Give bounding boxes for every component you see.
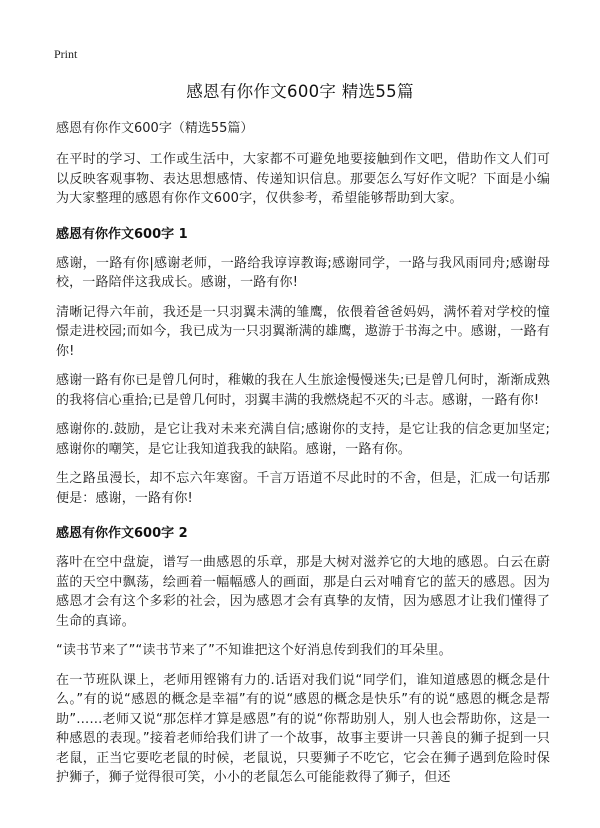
document-body: [56, 119, 550, 798]
document-subtitle: 感恩有你作文600字（精选55篇）: [56, 121, 254, 136]
essay-section-1: [56, 225, 550, 509]
section-paragraph: “读书节来了”“读书节来了”不知谁把这个好消息传到我们的耳朵里。: [56, 643, 452, 658]
section-paragraph: 感谢一路有你已是曾几何时，稚嫩的我在人生旅途慢慢迷失;已是曾几何时，渐渐成熟的我将信心重拾;已是曾几何时，羽翼丰满的我燃烧起不灭的斗志。感谢，一路有你!: [56, 373, 550, 408]
essay-section-2: [56, 524, 550, 788]
page-title: 感恩有你作文600字 精选55篇: [186, 82, 414, 101]
print-label[interactable]: Print: [54, 47, 78, 61]
section-paragraph: 在一节班队课上，老师用铿锵有力的.话语对我们说“同学们，谁知道感恩的概念是什么。”有的说“感恩的概念是幸福”有的说“感恩的概念是快乐”有的说“感恩的概念是帮助”……老师又说“那怎样才算是感恩”有的说“你帮助别人，别人也会帮助你，这是一种感恩的表现。”接着老师给我们讲了一个故事，故事主要讲一只善良的狮子捉到一只老鼠，正当它要吃老鼠的时候，老鼠说，只要狮子不吃它，它会在狮子遇到危险时保护狮子，狮子觉得很可笑，小小的老鼠怎么可能能救得了狮子，但还: [56, 672, 550, 785]
section-paragraph: 感谢，一路有你|感谢老师，一路给我谆谆教诲;感谢同学，一路与我风雨同舟;感谢母校，一路陪伴这我成长。感谢，一路有你!: [56, 255, 550, 290]
section-heading: 感恩有你作文600字 1: [56, 226, 188, 242]
intro-paragraph: 在平时的学习、工作或生活中，大家都不可避免地要接触到作文吧，借助作文人们可以反映客观事物、表达思想感情、传递知识信息。那要怎么写好作文呢？下面是小编为大家整理的感恩有你作文600字，仅供参考，希望能够帮助到大家。: [56, 152, 550, 206]
section-paragraph: 清晰记得六年前，我还是一只羽翼未满的雏鹰，依偎着爸爸妈妈，满怀着对学校的憧憬走进校园;而如今，我已成为一只羽翼渐满的雄鹰，遨游于书海之中。感谢，一路有你!: [56, 304, 550, 359]
section-heading: 感恩有你作文600字 2: [56, 526, 188, 541]
section-paragraph: 落叶在空中盘旋，谱写一曲感恩的乐章，那是大树对滋养它的大地的感恩。白云在蔚蓝的天空中飘荡，绘画着一幅幅感人的画面，那是白云对哺育它的蓝天的感恩。因为感恩才会有这个多彩的社会，因为感恩才会有真挚的友情，因为感恩才让我们懂得了生命的真谛。: [56, 555, 550, 629]
section-paragraph: 感谢你的.鼓励，是它让我对未来充满自信;感谢你的支持，是它让我的信念更加坚定;感谢你的嘲笑，是它让我知道我我的缺陷。感谢，一路有你。: [56, 422, 550, 457]
section-paragraph: 生之路虽漫长，却不忘六年寒窗。千言万语道不尽此时的不舍，但是，汇成一句话那便是：感谢，一路有你!: [56, 471, 550, 506]
